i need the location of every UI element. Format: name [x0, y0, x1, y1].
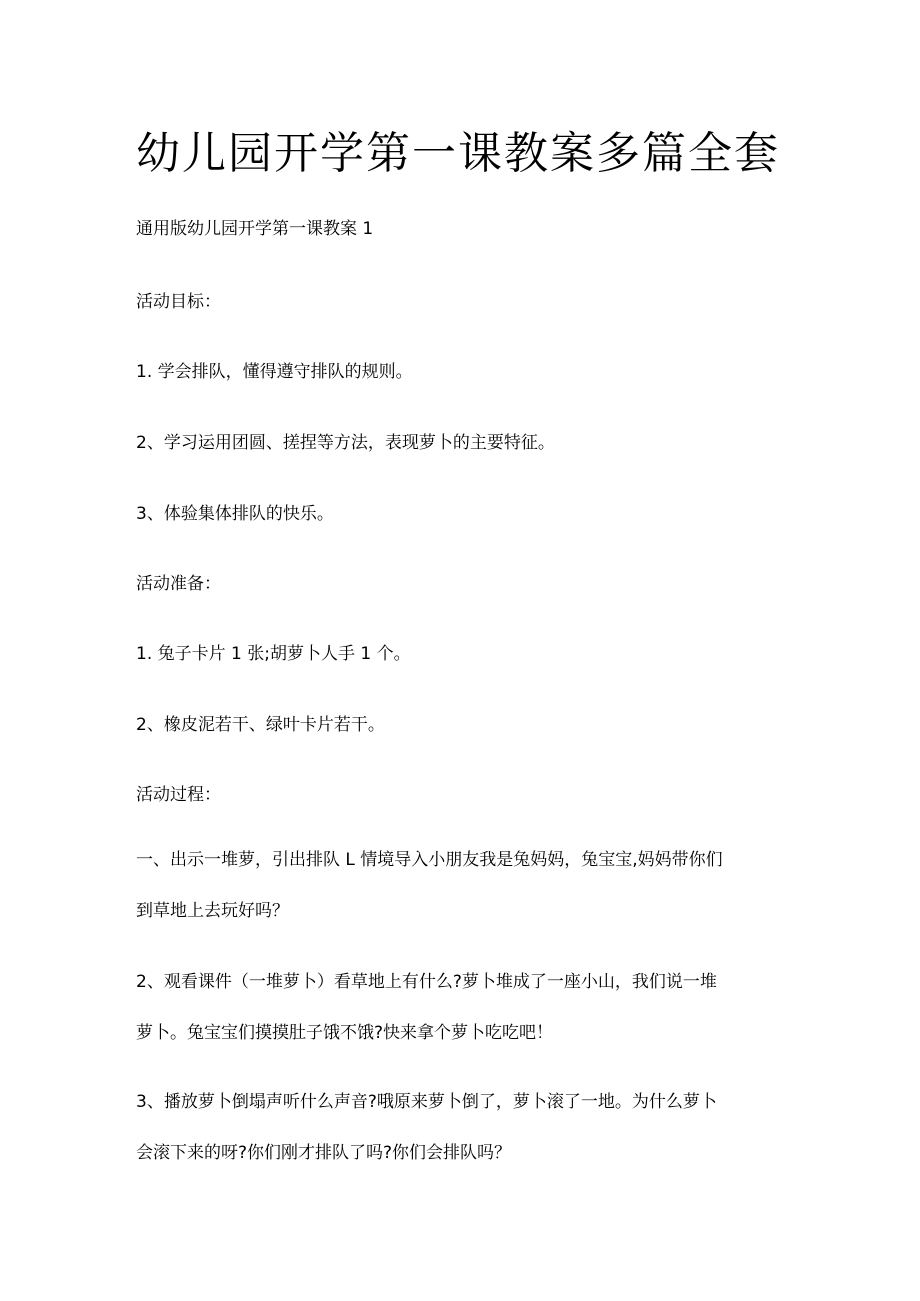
prep-item: 1. 兔子卡片 1 张;胡萝卜人手 1 个。	[136, 644, 411, 664]
process-step-line: 萝卜。兔宝宝们摸摸肚子饿不饿?快来拿个萝卜吃吃吧！	[136, 1023, 554, 1043]
document-title: 幼儿园开学第一课教案多篇全套	[136, 128, 780, 179]
process-step-line: 会滚下来的呀?你们刚才排队了吗?你们会排队吗？	[136, 1143, 512, 1163]
process-heading: 活动过程：	[136, 785, 221, 805]
process-step-line: 一、出示一堆萝，引出排队 L 情境导入小朋友我是兔妈妈，兔宝宝,妈妈带你们	[136, 850, 723, 870]
document-subtitle: 通用版幼儿园开学第一课教案 1	[136, 219, 374, 239]
process-step-line: 到草地上去玩好吗？	[136, 901, 289, 921]
prep-heading: 活动准备：	[136, 574, 221, 594]
process-step	[136, 957, 786, 1059]
process-step	[136, 1077, 786, 1179]
goal-item: 2、学习运用团圆、搓捏等方法，表现萝卜的主要特征。	[136, 433, 555, 453]
goal-item: 3、体验集体排队的快乐。	[136, 504, 334, 524]
goals-heading: 活动目标：	[136, 292, 221, 312]
process-step	[136, 835, 786, 937]
process-step-line: 3、播放萝卜倒塌声听什么声音?哦原来萝卜倒了，萝卜滚了一地。为什么萝卜	[136, 1092, 717, 1112]
process-step-line: 2、观看课件（一堆萝卜）看草地上有什么?萝卜堆成了一座小山，我们说一堆	[136, 972, 717, 992]
goal-item: 1. 学会排队，懂得遵守排队的规则。	[136, 362, 413, 382]
prep-item: 2、橡皮泥若干、绿叶卡片若干。	[136, 715, 385, 735]
